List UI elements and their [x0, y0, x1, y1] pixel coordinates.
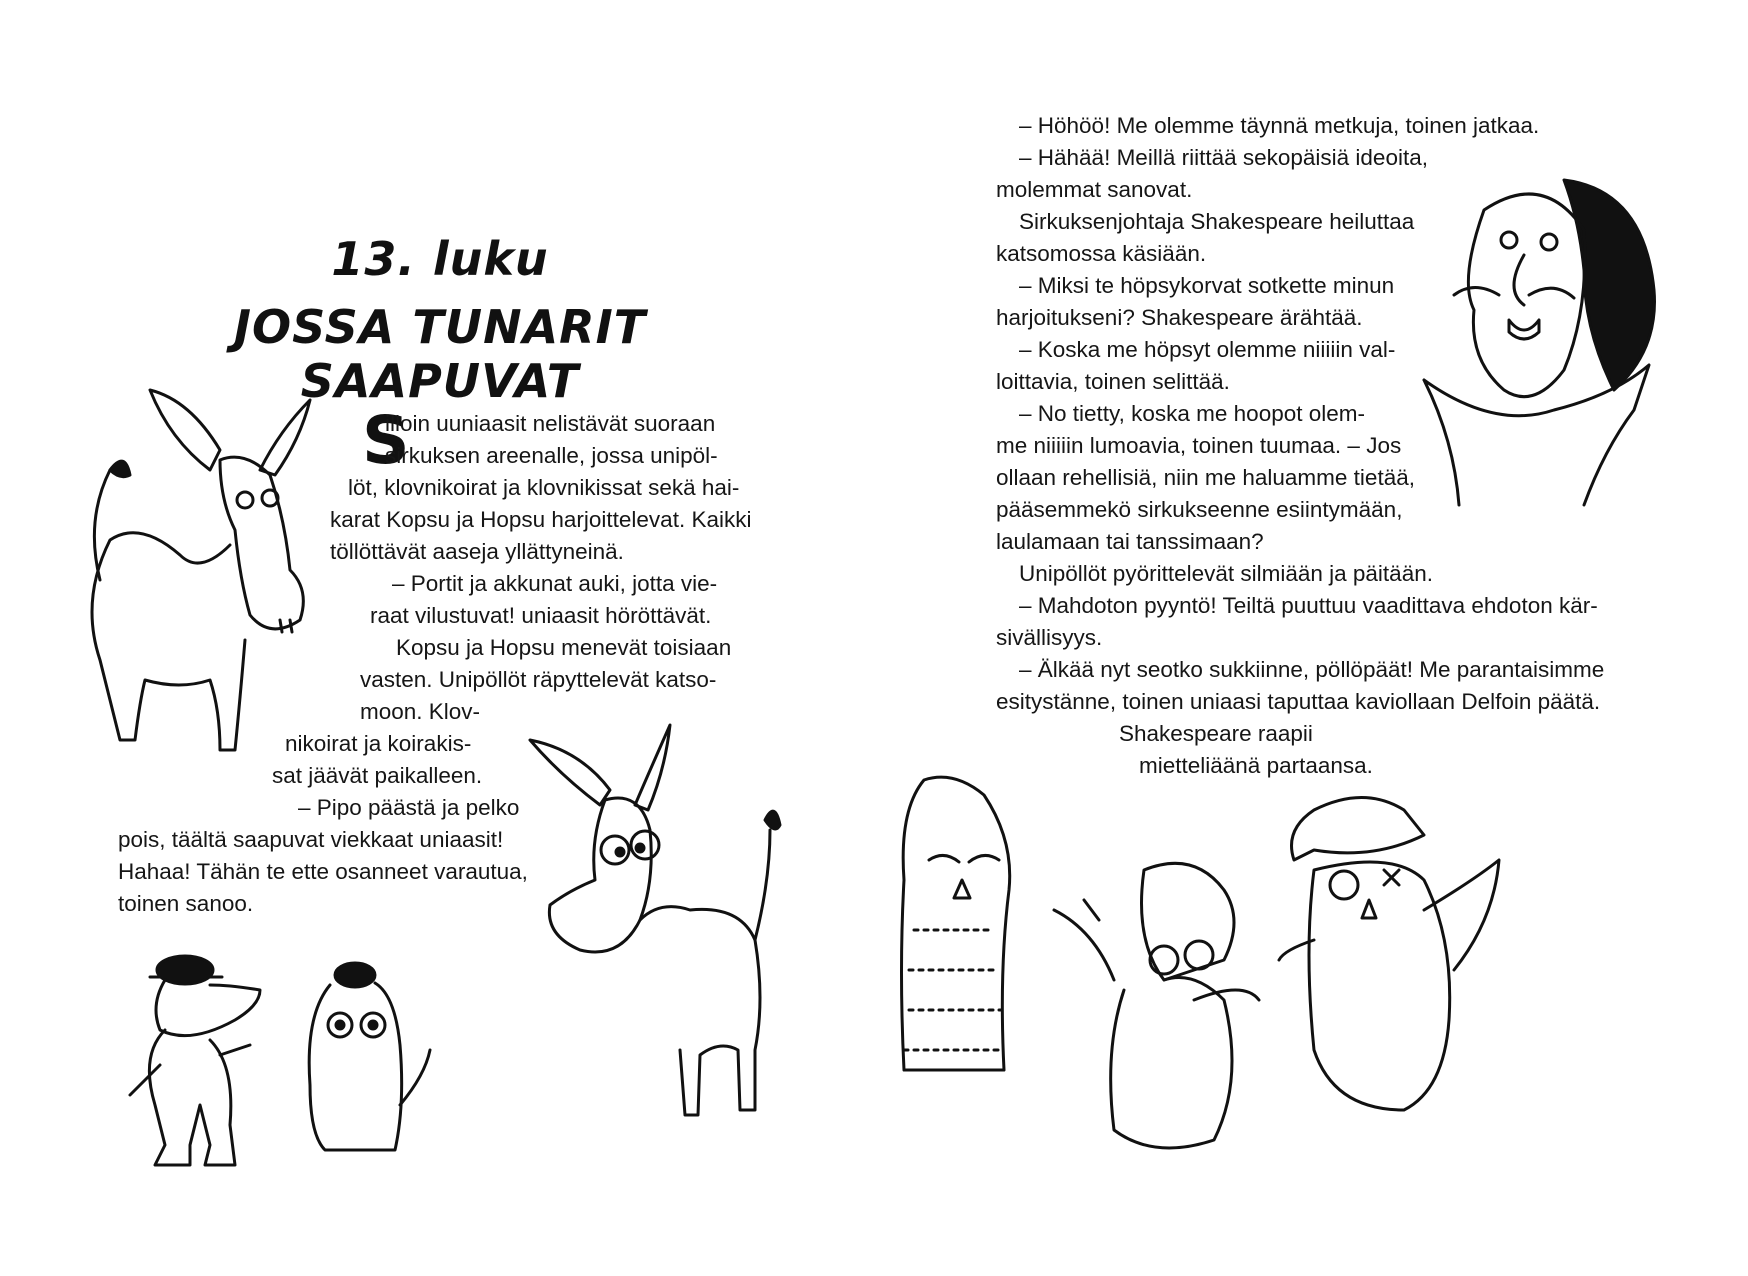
text-line: raat vilustuvat! uniaasit höröttävät.: [370, 603, 712, 628]
owl-illustration-center: [1044, 850, 1264, 1170]
drop-cap: S: [362, 402, 410, 479]
text-line: töllöttävät aaseja yllättyneinä.: [330, 539, 624, 564]
text-line: – Älkää nyt seotko sukkiinne, pöllöpäät! Me parantaisimme: [1019, 657, 1605, 682]
text-line: harjoitukseni? Shakespeare ärähtää.: [996, 305, 1363, 330]
text-line: – Portit ja akkunat auki, jotta vie-: [392, 571, 718, 596]
text-line: sirkuksen areenalle, jossa unipöl-: [385, 443, 718, 468]
text-line: – Hähää! Meillä riittää sekopäisiä ideoita,: [1019, 145, 1428, 170]
clown-dog-illustration: [110, 945, 270, 1180]
donkey-illustration-center: [520, 720, 800, 1140]
text-line: Unipöllöt pyörittelevät silmiään ja päitään.: [1019, 561, 1433, 586]
owl-illustration-right: [1274, 790, 1504, 1120]
text-line: – Mahdoton pyyntö! Teiltä puuttuu vaadittava ehdoton kär-: [1019, 593, 1598, 618]
chapter-number: 13. luku: [331, 232, 549, 286]
text-line: esitystänne, toinen uniaasi taputtaa kaviollaan Delfoin päätä.: [996, 689, 1601, 714]
text-line: – Höhöö! Me olemme täynnä metkuja, toinen jatkaa.: [1019, 113, 1540, 138]
text-line: karat Kopsu ja Hopsu harjoittelevat. Kaikki: [330, 507, 752, 532]
text-line: loittavia, toinen selittää.: [996, 369, 1230, 394]
text-line: löt, klovnikoirat ja klovnikissat sekä hai-: [348, 475, 740, 500]
text-line: Kopsu ja Hopsu menevät toisiaan: [396, 635, 732, 660]
text-line: sivällisyys.: [996, 625, 1103, 650]
text-line: Shakespeare raapii: [1119, 721, 1313, 746]
text-line: moon. Klov-: [360, 699, 481, 724]
text-line: ollaan rehellisiä, niin me haluamme tietää,: [996, 465, 1415, 490]
text-line: toinen sanoo.: [118, 891, 254, 916]
clown-cat-ghost-illustration: [285, 955, 435, 1175]
shakespeare-illustration: [1414, 170, 1664, 510]
text-line: – Pipo päästä ja pelko: [298, 795, 520, 820]
text-line: – No tietty, koska me hoopot olem-: [1019, 401, 1365, 426]
text-line: vasten. Unipöllöt räpyttelevät katso-: [360, 667, 717, 692]
owl-illustration-left: [884, 770, 1034, 1090]
text-line: – Miksi te höpsykorvat sotkette minun: [1019, 273, 1395, 298]
text-line: sat jäävät paikalleen.: [272, 763, 483, 788]
text-line: illoin uuniaasit nelistävät suoraan: [385, 411, 716, 436]
text-line: Hahaa! Tähän te ette osanneet varautua,: [118, 859, 528, 884]
text-line: nikoirat ja koirakis-: [285, 731, 472, 756]
text-line: Sirkuksenjohtaja Shakespeare heiluttaa: [1019, 209, 1415, 234]
text-line: me niiiiin lumoavia, toinen tuumaa. – Jos: [996, 433, 1402, 458]
text-line: – Koska me höpsyt olemme niiiiin val-: [1019, 337, 1396, 362]
right-page: [874, 0, 1748, 1276]
text-line: katsomossa käsiään.: [996, 241, 1207, 266]
chapter-title: JOSSA TUNARIT SAAPUVAT: [233, 300, 647, 408]
text-line: laulamaan tai tanssimaan?: [996, 529, 1264, 554]
text-line: pääsemmekö sirkukseenne esiintymään,: [996, 497, 1403, 522]
text-line: pois, täältä saapuvat viekkaat uniaasit!: [118, 827, 504, 852]
text-line: mietteliäänä partaansa.: [1139, 753, 1373, 778]
text-line: molemmat sanovat.: [996, 177, 1193, 202]
donkey-illustration-left: [70, 380, 370, 780]
